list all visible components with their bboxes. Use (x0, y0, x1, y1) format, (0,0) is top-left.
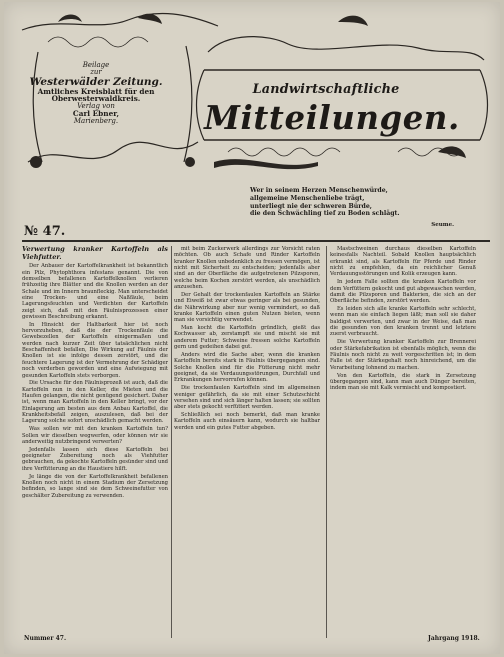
supplement-notice (20, 62, 172, 158)
supplement-line2: zur (90, 68, 102, 77)
supplement-line5: Verlag von (77, 102, 115, 111)
motto-line: unterliegt nie der schweren Bürde, (250, 202, 372, 210)
article-paragraph: Die Verwertung kranker Kartoffeln zur Brennerei oder Stärkefabrikation ist ebenfalls möglich, wenn die Fäulnis noch nicht zu weit vorgeschritten ist; in dem Falle ist der Stärkegehalt noch hinreichend, um die Verarbeitung lohnend zu machen. (330, 339, 476, 371)
newspaper-page (4, 2, 500, 654)
article-paragraph: Schließlich sei noch bemerkt, daß man kranke Kartoffeln auch einsäuern kann, wodurch sie haltbar werden und ein gutes Futter abgeben. (174, 412, 320, 431)
column-divider (326, 246, 327, 638)
masthead-subtitle: Landwirtschaftliche (252, 82, 400, 97)
footer-year: Jahrgang 1918. (428, 635, 480, 642)
article-paragraph: Anders wird die Sache aber, wenn die kranken Kartoffeln bereits stark in Fäulnis übergegangen sind. Solche Knollen sind für die Fütterung nicht mehr geeignet, da sie Verdauungsstörungen, Durchfall und Erkrankungen hervorrufen können. (174, 352, 320, 384)
motto-line: Wer in seinem Herzen Menschenwürde, (250, 187, 388, 194)
article-column-2 (174, 246, 320, 630)
article-heading: Verwertung kranker Kartoffeln als Viehfutter. (22, 246, 168, 261)
article-paragraph: mit beim Zuckerwerk allerdings zur Vorsicht raten möchten. Ob auch Schafe und Rinder Kartoffeln kranker Knollen unbedenklich zu fressen vermögen, ist nicht mit Sicherheit zu entscheiden; jedenfalls aber sind an der Oberfläche die aufgetretenen Pilzsporen, welche beim Kochen zerstört werden, als unschädlich anzusehen. (174, 246, 320, 291)
supplement-paper-name: Westerwälder Zeitung. (29, 75, 163, 88)
article-paragraph: Die trockenfaulen Kartoffeln sind im allgemeinen weniger gefährlich, da sie mit einer Schutzschicht versehen sind und sich länger halten lassen; sie sollten aber stets gekocht verfüttert werden. (174, 385, 320, 411)
article-paragraph: Man kocht die Kartoffeln gründlich, gießt das Kochwasser ab, zerstampft sie und mischt sie mit anderem Futter; Schweine fressen solche Kartoffeln gern und gedeihen dabei gut. (174, 325, 320, 351)
article-paragraph: In Hinsicht der Haltbarkeit hier ist noch hervorzuheben, daß die der Trockenfäule die Gewebezellen der Kartoffeln einigermaßen und werden nach kurzer Zeit über tatsächlichen nicht Beschaffenheit befallen, Die Wirkung auf Fäulnis der Knollen ist sie infolge dessen zerstört, und die feuchtere Lagerung ist der Vermehrung der Schädiger noch verderben geworden und eine Aufwiegung mit gesunden Kartoffeln stets verborgen. (22, 321, 168, 379)
supplement-line1: Beilage (82, 61, 110, 69)
supplement-line4: Oberwesterwaldkreis. (51, 94, 141, 104)
motto-signature: Seume. (431, 222, 454, 228)
article-column-1 (22, 246, 168, 630)
header-rule (22, 240, 490, 242)
column-divider (171, 246, 172, 638)
article-paragraph: Je länge die von der Kartoffelkrankheit befallenen Knollen noch nicht in einem Stadium der Zersetzung befinden, so lange sind sie dem Schweinefutter von geschälter Zubereitung zu verwenden. (22, 473, 168, 499)
article-paragraph: Von den Kartoffeln, die stark in Zersetzung übergegangen sind, kann man auch Dünger bereiten, indem man sie mit Kalk vermischt und kompostiert. (330, 372, 476, 392)
motto-line: die den Schwächling tief zu Boden schlägt. (250, 210, 400, 218)
footer-issue: Nummer 47. (24, 635, 67, 642)
motto-line: allgemeine Menschenliebe trägt, (250, 194, 365, 202)
article-column-3 (330, 246, 476, 630)
article-paragraph: Die Ursache für den Fäulnisprozeß ist auch, daß die Kartoffeln nun in den Keller, die Mieten und die Haufen gelangen, die nicht genügend gesichert. Daher ist, wenn man Kartoffeln in den Keller bringt, vor der Einlagerung am besten aus dem Anbau Kartoffel, die Krankheitsbefall zeigen, auszulesen, daß bei der Lagerung solche sofort unschädlich gemacht werden. (22, 380, 168, 425)
article-paragraph: Was sollen wir mit den kranken Kartoffeln tun? Sollen wir dieselben wegwerfen, oder können wir sie anderweitig nutzbringend verwerten? (22, 426, 168, 445)
article-paragraph: Der Gehalt der trockenfaulen Kartoffeln an Stärke und Eiweiß ist zwar etwas geringer als bei gesunden, die Nährwirkung aber nur wenig vermindert, so daß kranke Kartoffeln einen guten Nutzen bieten, wenn man sie vorsichtig verwendet. (174, 291, 320, 324)
article-paragraph: Mastschweinen durchaus dieselben Kartoffeln keinesfalls Nachteil. Sobald Knollen hauptsächlich erkrankt sind, als Kartoffeln für Pferde und Rinder nicht zu empfehlen, da ein reichlicher Genuß Verdauungsstörungen und Kolik erzeugen kann. (330, 246, 476, 278)
issue-number: № 47. (24, 224, 66, 239)
article-paragraph: Der Anbauer der Kartoffelkrankheit ist bekanntlich ein Pilz, Phytophthora infestans genannt. Die von demselben befallenen Kartoffelknollen verlieren frühzeitig ihre Blätter und die Knollen werden an der Schale und im Innern braunfleckig. Man unterscheidet eine Trocken- und eine Naßfäule, beim Lagerungsfeuchten und Verdichten der Kartoffeln zeigt sich, daß mit den Fäulnisprozessen einer gewissen Beschreibung erkannt. (22, 263, 168, 320)
supplement-line3: Amtliches Kreisblatt für den (37, 86, 155, 96)
article-paragraph: In jedem Falle sollten die kranken Kartoffeln vor dem Verfüttern gekocht und gut abgewaschen werden, damit die Pilzsporen und Bakterien, die sich an der Oberfläche befinden, zerstört werden. (330, 279, 476, 305)
supplement-line6: Carl Ebner, (72, 109, 120, 119)
motto (250, 187, 454, 229)
masthead-title: Mitteilungen. (204, 98, 460, 137)
article-paragraph: Es leiden sich alle kranke Kartoffeln sehr schlecht, wenn man sie einfach liegen läßt; man soll sie daher baldigst verwerten, und zwar in der Weise, daß man die gesunden von den kranken trennt und letztere zuerst verbraucht. (330, 306, 476, 338)
article-paragraph: Jedenfalls lassen sich diese Kartoffeln bei geeigneter Zubereitung noch als Viehfutter gebrauchen, da gekochte Kartoffeln gesünder sind und ihre Verfütterung an die Haustiere hilft. (22, 446, 168, 472)
supplement-line7: Marienberg. (73, 117, 119, 126)
